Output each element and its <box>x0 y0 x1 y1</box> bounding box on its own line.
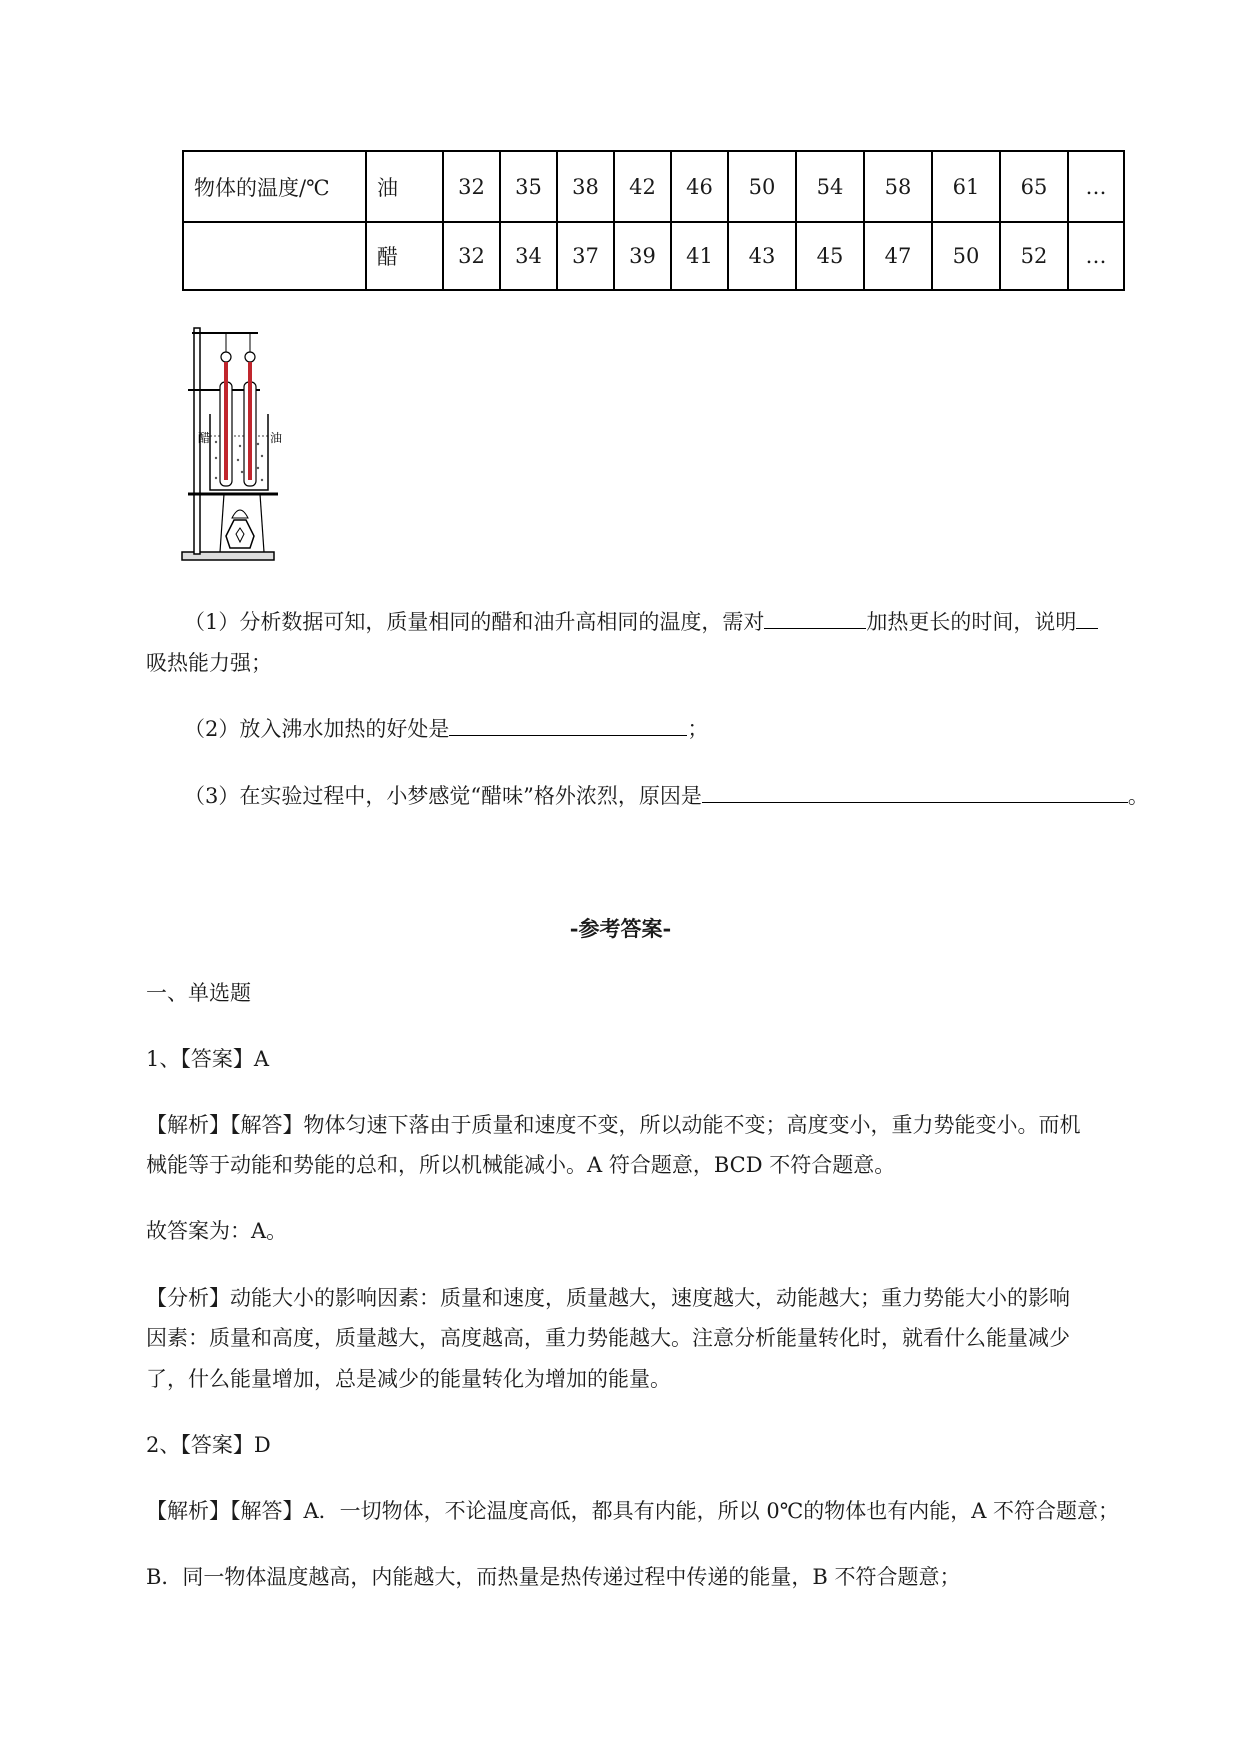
answer-1-analysis-line-2: 械能等于动能和势能的总和，所以机械能减小。A 符合题意，BCD 不符合题意。 <box>146 1153 896 1177</box>
table-cell: 58 <box>864 151 932 222</box>
table-cell: 42 <box>614 151 671 222</box>
table-cell: 41 <box>671 222 728 290</box>
answer-2-analysis-b: B．同一物体温度越高，内能越大，而热量是热传递过程中传递的能量，B 不符合题意； <box>146 1565 961 1589</box>
q1-answer-blank-2[interactable] <box>1076 606 1098 629</box>
table-cell: 32 <box>443 151 500 222</box>
answer-key-title: -参考答案- <box>569 916 672 941</box>
answer-2-analysis-a: 【解析】【解答】A．一切物体，不论温度高低，都具有内能，所以 0℃的物体也有内能，A 不符合题意； <box>146 1499 1120 1523</box>
answer-1-explanation-line-1: 【分析】动能大小的影响因素：质量和速度，质量越大，速度越大，动能越大；重力势能大小的影响 <box>146 1286 1070 1310</box>
substance-label: 油 <box>366 151 443 222</box>
table-cell: 38 <box>557 151 614 222</box>
table-cell: 50 <box>932 222 1000 290</box>
q1-answer-blank-1[interactable] <box>764 606 866 629</box>
answer-1-explanation-line-3: 了，什么能量增加，总是减少的能量转化为增加的能量。 <box>146 1367 671 1391</box>
q2-answer-blank[interactable] <box>449 713 687 736</box>
table-cell: 37 <box>557 222 614 290</box>
table-cell: 45 <box>796 222 864 290</box>
question-3 <box>184 778 1152 815</box>
answer-1-heading: 1、【答案】A <box>146 1047 270 1071</box>
q3-text: （3）在实验过程中，小梦感觉“醋味”格外浓烈，原因是 <box>184 784 702 808</box>
table-cell: 50 <box>728 151 796 222</box>
table-cell: 32 <box>443 222 500 290</box>
question-1-line-2: 吸热能力强； <box>146 651 272 675</box>
table-cell: 34 <box>500 222 557 290</box>
answer-2-heading: 2、【答案】D <box>146 1433 271 1457</box>
table-cell: … <box>1068 151 1124 222</box>
table-cell: 47 <box>864 222 932 290</box>
table-row <box>183 222 1124 290</box>
question-1-line-1 <box>184 604 1152 641</box>
table-cell: 43 <box>728 222 796 290</box>
table-cell: 65 <box>1000 151 1068 222</box>
section-heading: 一、单选题 <box>146 981 251 1005</box>
table-cell: 35 <box>500 151 557 222</box>
temperature-table <box>182 150 1125 291</box>
q2-text: （2）放入沸水加热的好处是 <box>184 717 450 741</box>
label-vinegar: 醋 <box>198 431 211 445</box>
q3-answer-blank[interactable] <box>702 780 1128 803</box>
table-cell: 61 <box>932 151 1000 222</box>
table-cell: 39 <box>614 222 671 290</box>
heating-apparatus-figure <box>180 322 294 566</box>
table-cell: 52 <box>1000 222 1068 290</box>
table-cell: 54 <box>796 151 864 222</box>
substance-label: 醋 <box>366 222 443 290</box>
answer-1-conclusion: 故答案为：A。 <box>146 1219 288 1243</box>
answer-1-explanation-line-2: 因素：质量和高度，质量越大，高度越高，重力势能越大。注意分析能量转化时，就看什么能量减少 <box>146 1326 1070 1350</box>
row-header-cell: 物体的温度/℃ <box>183 151 366 222</box>
table-cell: … <box>1068 222 1124 290</box>
row-header-empty-cell <box>183 222 366 290</box>
answer-1-analysis-line-1: 【解析】【解答】物体匀速下落由于质量和速度不变，所以动能不变；高度变小，重力势能变小。而机 <box>146 1113 1081 1137</box>
question-2 <box>184 711 1152 748</box>
label-oil: 油 <box>270 431 283 445</box>
table-row <box>183 151 1124 222</box>
q3-end: 。 <box>1127 784 1149 808</box>
q2-end: ； <box>687 717 709 741</box>
q1-text-b: 加热更长的时间，说明 <box>866 610 1077 634</box>
q1-text-a: （1）分析数据可知，质量相同的醋和油升高相同的温度，需对 <box>184 610 765 634</box>
table-cell: 46 <box>671 151 728 222</box>
